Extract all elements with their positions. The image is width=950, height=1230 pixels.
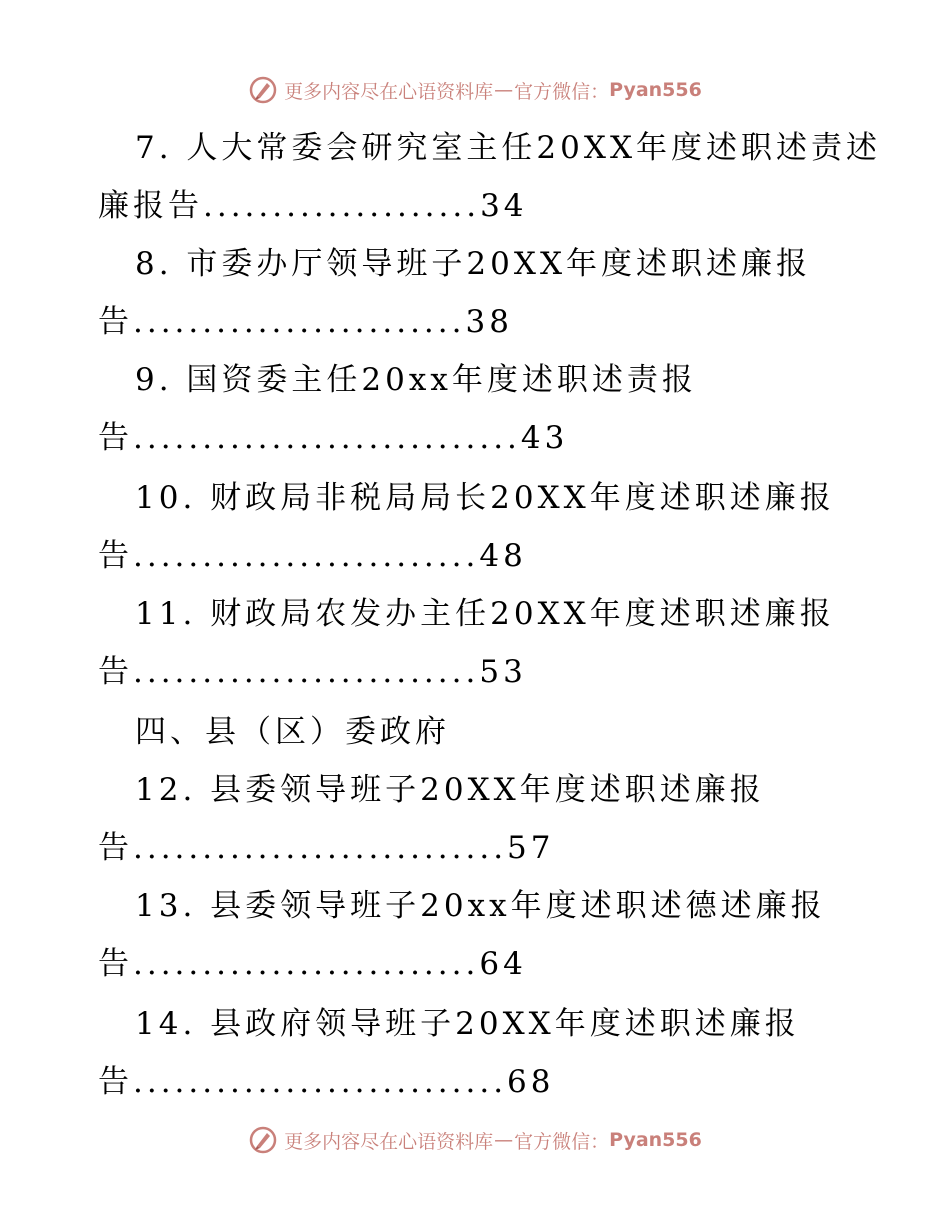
pen-logo-icon [248, 1125, 278, 1155]
watermark-brand: Pyan556 [609, 79, 702, 101]
toc-entry-14-page[interactable]: 告...........................68 [98, 1064, 555, 1100]
toc-entry-7-title[interactable]: 7. 人大常委会研究室主任20XX年度述职述责述 [135, 130, 882, 166]
watermark-text: 更多内容尽在心语资料库 [284, 1130, 494, 1153]
toc-entry-9-title[interactable]: 9. 国资委主任20xx年度述职述责报 [135, 362, 697, 398]
watermark-suffix: 官方微信： [514, 1130, 610, 1153]
toc-entry-8-title[interactable]: 8. 市委办厅领导班子20XX年度述职述廉报 [135, 246, 812, 282]
toc-entry-9-page[interactable]: 告............................43 [98, 420, 569, 456]
toc-entry-10-page[interactable]: 告.........................48 [98, 538, 527, 574]
watermark-text: 更多内容尽在心语资料库 [284, 80, 494, 103]
watermark-dash: — [494, 79, 514, 101]
toc-entry-13-title[interactable]: 13. 县委领导班子20xx年度述职述德述廉报 [135, 888, 826, 924]
watermark-brand: Pyan556 [609, 1129, 702, 1151]
watermark-bottom [0, 1120, 950, 1160]
toc-entry-11-title[interactable]: 11. 财政局农发办主任20XX年度述职述廉报 [135, 596, 835, 632]
toc-entry-8-page[interactable]: 告........................38 [98, 304, 513, 340]
toc-entry-7-page[interactable]: 廉报告....................34 [98, 188, 528, 224]
toc-entry-12-page[interactable]: 告...........................57 [98, 830, 555, 866]
toc-entry-10-title[interactable]: 10. 财政局非税局局长20XX年度述职述廉报 [135, 480, 835, 516]
watermark-suffix: 官方微信： [514, 80, 610, 103]
toc-entry-12-title[interactable]: 12. 县委领导班子20XX年度述职述廉报 [135, 772, 765, 808]
toc-section-heading[interactable]: 四、县（区）委政府 [135, 714, 450, 750]
toc-entry-13-page[interactable]: 告.........................64 [98, 946, 527, 982]
toc-entry-14-title[interactable]: 14. 县政府领导班子20XX年度述职述廉报 [135, 1006, 800, 1042]
toc-entry-11-page[interactable]: 告.........................53 [98, 654, 527, 690]
watermark-dash: — [494, 1129, 514, 1151]
